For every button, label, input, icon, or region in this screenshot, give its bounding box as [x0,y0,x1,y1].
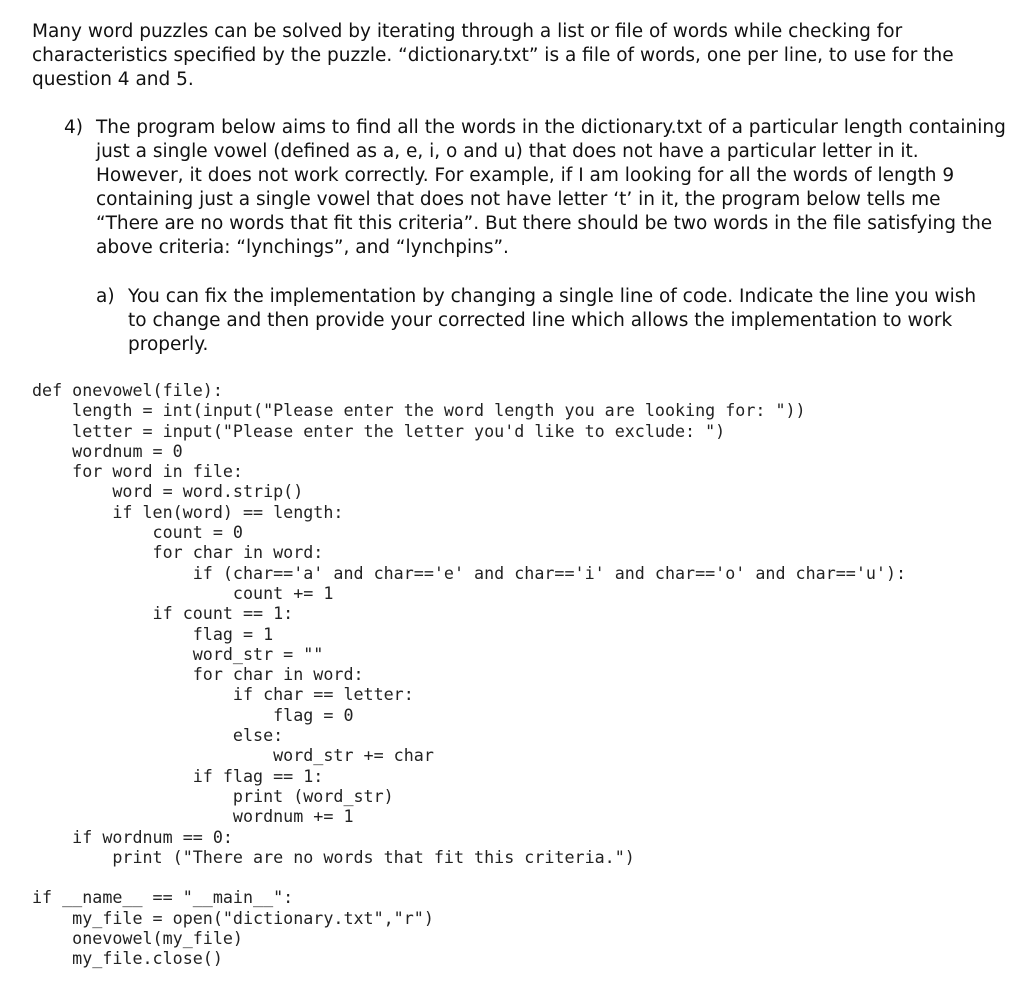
part-text: You can fix the implementation by changing a single line of code. Indicate the line you wish to change and then provide your corrected line which allows the implementation to work properly. [128,286,977,355]
code-line: for char in word: [32,664,364,685]
code-line: count = 0 [32,522,243,543]
question-number: 4) [64,117,83,138]
code-line: print ("There are no words that fit this criteria.") [32,846,635,867]
code-line: if wordnum == 0: [32,826,233,847]
code-line: flag = 1 [32,623,274,644]
code-line: if char == letter: [32,684,414,705]
code-line: def onevowel(file): [32,380,223,400]
code-line: count += 1 [32,582,334,603]
code-line: print (word_str) [32,785,394,806]
code-line: letter = input("Please enter the letter you'd like to exclude: ") [32,420,726,441]
code-line: if count == 1: [32,603,294,624]
code-line: wordnum = 0 [32,440,183,461]
part-label: a) [96,286,115,307]
code-line [32,867,906,887]
code-line: my_file.close() [32,948,223,969]
code-line: for word in file: [32,461,243,482]
code-line: for char in word: [32,542,324,563]
code-line: my_file = open("dictionary.txt","r") [32,907,434,928]
code-line: else: [32,725,284,746]
code-line: if (char=='a' and char=='e' and char=='i' and char=='o' and char=='u'): [32,562,907,583]
code-line: if flag == 1: [32,765,324,786]
code-line: word_str += char [32,745,434,766]
code-line: onevowel(my_file) [32,928,243,949]
code-block [32,380,906,969]
code-line: word = word.strip() [32,481,304,502]
code-line: if len(word) == length: [32,501,344,522]
code-line: if __name__ == "__main__": [32,887,294,908]
code-line: wordnum += 1 [32,806,354,827]
code-line: length = int(input("Please enter the word length you are looking for: ")) [32,400,806,421]
intro-paragraph: Many word puzzles can be solved by iterating through a list or file of words while checking for characteristics specified by the puzzle. “dictionary.txt” is a file of words, one per line, to use for the question 4 and 5. [32,21,954,90]
question-text: The program below aims to find all the words in the dictionary.txt of a particular length containing just a single vowel (defined as a, e, i, o and u) that does not have a particular letter in it. However, it does not work correctly. For example, if I am looking for all the words of length 9 containing just a single vowel that does not have letter ‘t’ in it, the program below tells me “There are no words that fit this criteria”. But there should be two words in the file satisfying the above criteria: “lynchings”, and “lynchpins”. [96,117,1006,258]
code-line: word_str = "" [32,643,324,664]
code-line: flag = 0 [32,704,354,725]
